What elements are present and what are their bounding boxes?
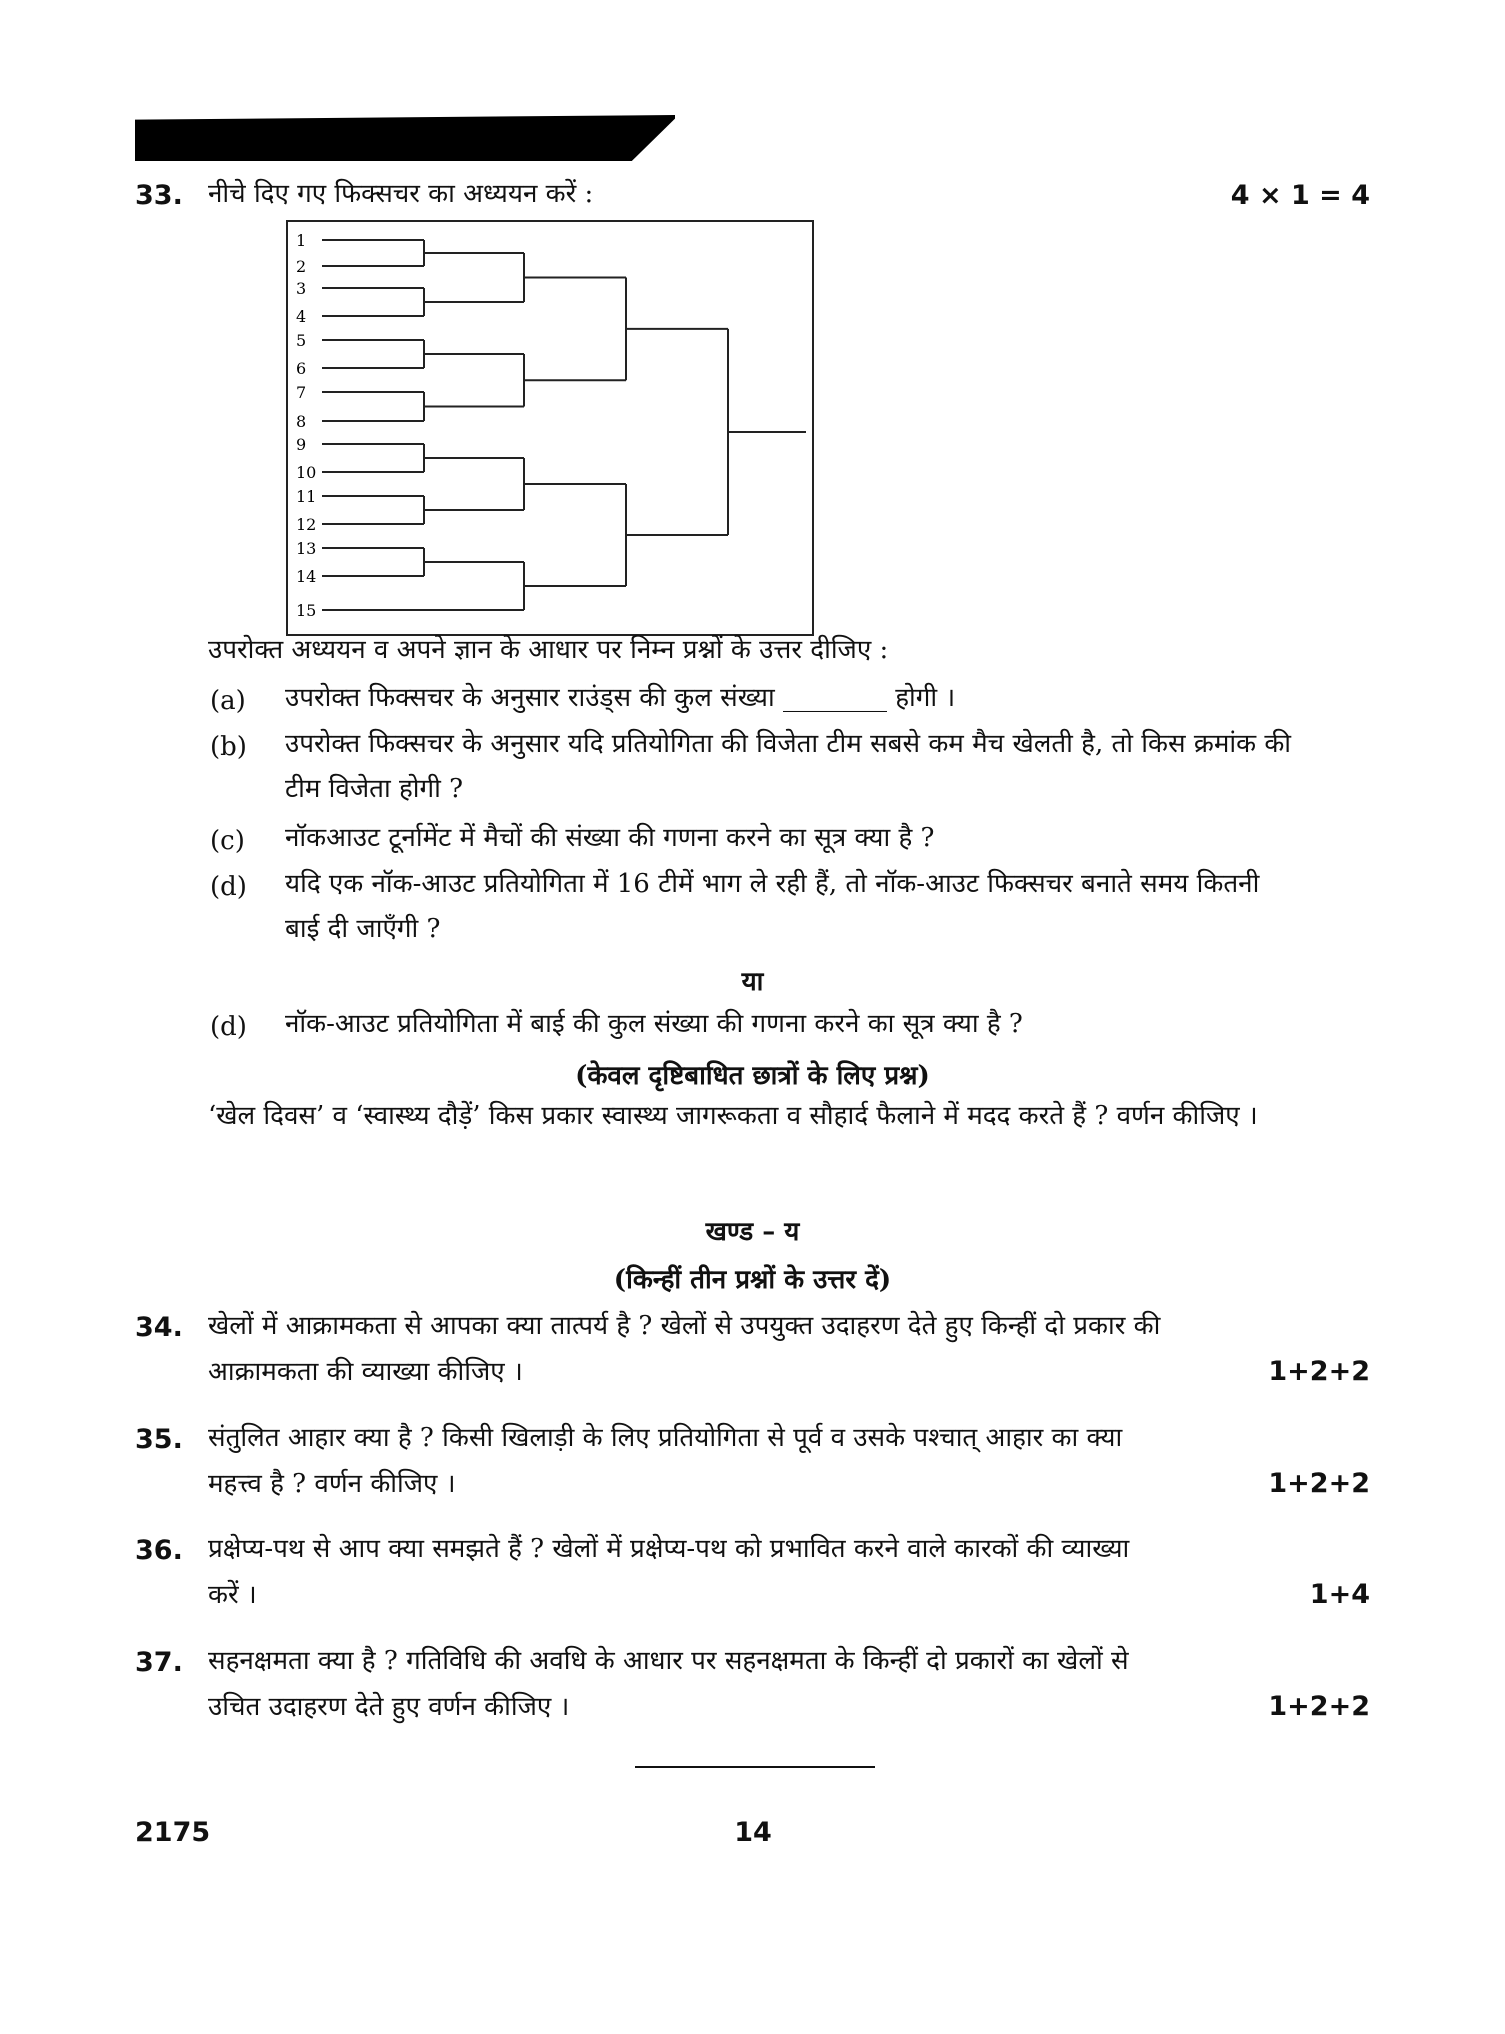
fixture-team-label: 6 (296, 359, 307, 378)
end-rule (635, 1766, 875, 1768)
part-d-text: यदि एक नॉक-आउट प्रतियोगिता में 16 टीमें भाग ले रही हैं, तो नॉक-आउट फिक्सचर बनाते समय कितनी बाई दी जाएँगी ? (285, 869, 1260, 944)
fixture-team-label: 2 (296, 257, 307, 276)
or-separator: या (741, 967, 764, 997)
part-a-text: उपरोक्त फिक्सचर के अनुसार राउंड्स की कुल संख्या ________ होगी । (285, 683, 956, 713)
fixture-team-label: 1 (296, 231, 307, 250)
knockout-fixture-diagram (286, 220, 814, 636)
fixture-team-label: 7 (296, 383, 307, 402)
fixture-team-label: 14 (296, 567, 317, 586)
fixture-team-label: 15 (296, 601, 317, 620)
question-33-marks: 4 × 1 = 4 (1230, 180, 1370, 211)
fixture-team-label: 5 (296, 331, 307, 350)
part-d-label: (d) (210, 872, 247, 902)
visually-impaired-heading: (केवल दृष्टिबाधित छात्रों के लिए प्रश्न) (575, 1061, 930, 1091)
question-33-number: 33. (135, 180, 183, 211)
fixture-team-label: 9 (296, 435, 307, 454)
part-b-text: उपरोक्त फिक्सचर के अनुसार यदि प्रतियोगिता की विजेता टीम सबसे कम मैच खेलती है, तो किस क्रमांक की टीम विजेता होगी ? (285, 729, 1292, 804)
question-37-line2: उचित उदाहरण देते हुए वर्णन कीजिए । (208, 1692, 570, 1722)
question-33-instruction: उपरोक्त अध्ययन व अपने ज्ञान के आधार पर निम्न प्रश्नों के उत्तर दीजिए : (208, 635, 889, 665)
fixture-team-label: 3 (296, 279, 307, 298)
part-a-label: (a) (210, 686, 246, 716)
question-36-line2: करें । (208, 1580, 257, 1610)
question-35-line2: महत्त्व है ? वर्णन कीजिए । (208, 1469, 456, 1499)
part-b-label: (b) (210, 732, 247, 762)
page-number: 14 (734, 1817, 772, 1848)
fixture-team-label: 8 (296, 412, 307, 431)
question-35-marks: 1+2+2 (1268, 1468, 1370, 1499)
question-36-line1: प्रक्षेप्य-पथ से आप क्या समझते हैं ? खेलों में प्रक्षेप्य-पथ को प्रभावित करने वाले कारकों की व्याख्या (208, 1534, 1130, 1564)
question-35-number: 35. (135, 1424, 183, 1455)
question-34-number: 34. (135, 1312, 183, 1343)
question-37-line1: सहनक्षमता क्या है ? गतिविधि की अवधि के आधार पर सहनक्षमता के किन्हीं दो प्रकारों का खेलों से (208, 1646, 1129, 1676)
question-34-marks: 1+2+2 (1268, 1356, 1370, 1387)
fixture-team-label: 11 (296, 487, 317, 506)
question-34-line1: खेलों में आक्रामकता से आपका क्या तात्पर्य है ? खेलों से उपयुक्त उदाहरण देते हुए किन्हीं दो प्रकार की (208, 1311, 1161, 1341)
part-c-label: (c) (210, 826, 245, 856)
visually-impaired-question: ‘खेल दिवस’ व ‘स्वास्थ्य दौड़ें’ किस प्रकार स्वास्थ्य जागरूकता व सौहार्द फैलाने में मदद करते हैं ? वर्णन कीजिए । (208, 1101, 1258, 1131)
section-subtitle: (किन्हीं तीन प्रश्नों के उत्तर दें) (613, 1265, 892, 1295)
question-37-number: 37. (135, 1647, 183, 1678)
part-c-text: नॉकआउट टूर्नामेंट में मैचों की संख्या की गणना करने का सूत्र क्या है ? (285, 823, 935, 853)
paper-code: 2175 (135, 1817, 211, 1848)
fixture-bracket-lines (288, 222, 812, 634)
alt-part-d-label: (d) (210, 1012, 247, 1042)
question-37-marks: 1+2+2 (1268, 1691, 1370, 1722)
section-title: खण्ड – य (705, 1217, 800, 1247)
fixture-team-label: 10 (296, 463, 317, 482)
question-33-prompt: नीचे दिए गए फिक्सचर का अध्ययन करें : (208, 179, 594, 209)
question-36-number: 36. (135, 1535, 183, 1566)
top-black-bar (135, 115, 675, 161)
question-36-marks: 1+4 (1309, 1579, 1370, 1610)
fixture-team-label: 12 (296, 515, 317, 534)
fixture-team-label: 4 (296, 307, 307, 326)
fixture-team-label: 13 (296, 539, 317, 558)
question-35-line1: संतुलित आहार क्या है ? किसी खिलाड़ी के लिए प्रतियोगिता से पूर्व व उसके पश्चात् आहार का क्या (208, 1423, 1123, 1453)
alt-part-d-text: नॉक-आउट प्रतियोगिता में बाई की कुल संख्या की गणना करने का सूत्र क्या है ? (285, 1009, 1023, 1039)
question-34-line2: आक्रामकता की व्याख्या कीजिए । (208, 1357, 523, 1387)
